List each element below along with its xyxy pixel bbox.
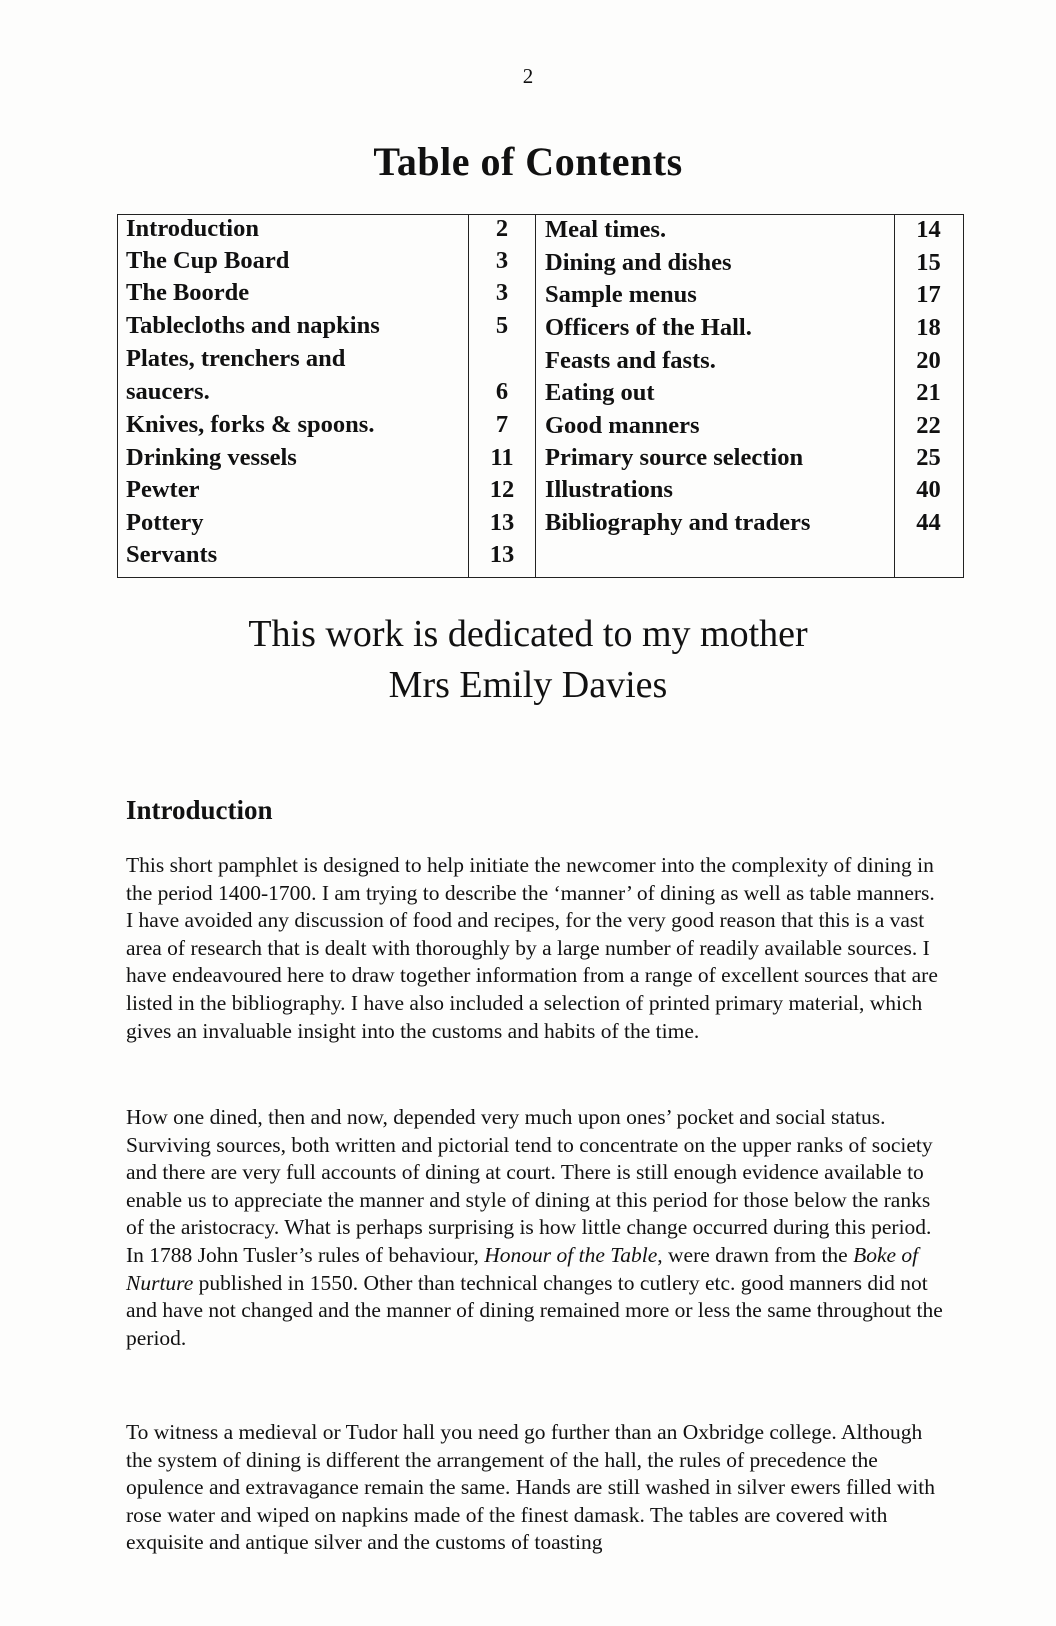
toc-left-label: Plates, trenchers and [126,345,346,372]
toc-right-label: Eating out [545,379,655,406]
paragraph-text: How one dined, then and now, depended very much upon ones’ pocket and social status. Surviving sources, both written and pictorial tend to concentrate on the upper ranks of society and there are very full accounts of dining at court. There is still enough evidence available to enable us to appreciate the manner and style of dining at this period for those below the ranks of the aristocracy. What is perhaps surprising is how little change occurred during this period. In 1788 John Tusler’s rules of behaviour, [126,1105,933,1267]
toc-right-page: 40 [916,476,941,503]
paragraph-text: published in 1550. Other than technical changes to cutlery etc. good manners did not and have not changed and the manner of dining remained more or less the same throughout the period. [126,1270,943,1350]
toc-left-page: 12 [489,476,515,503]
toc-table [117,214,964,578]
toc-left-page: 3 [495,247,509,274]
toc-right-label: Bibliography and traders [545,509,811,536]
toc-left-page: 13 [489,541,515,568]
toc-title: Table of Contents [373,139,683,184]
toc-right-label: Dining and dishes [545,249,732,276]
toc-right-page: 22 [916,412,941,439]
toc-left-label: Pottery [126,509,204,536]
intro-paragraph-3: To witness a medieval or Tudor hall you need go further than an Oxbridge college. Although the system of dining is different the arrangement of the hall, the rules of precedence the opulence and extravagance remain the same. Hands are still washed in silver ewers filled with rose water and wiped on napkins made of the finest damask. The tables are covered with exquisite and antique silver and the customs of toasting [126,1420,935,1555]
toc-right-label: Illustrations [545,476,673,503]
toc-right-page: 21 [916,379,941,406]
toc-right-page: 18 [916,314,941,341]
dedication-line-2: Mrs Emily Davies [388,664,668,706]
toc-left-label: Servants [126,541,218,568]
toc-left-label: Pewter [126,476,200,503]
toc-left-page: 6 [495,378,509,405]
page-number: 2 [522,64,534,88]
toc-left-page: 13 [489,509,515,536]
toc-left-label: The Boorde [126,279,250,306]
toc-right-label: Meal times. [545,216,667,243]
toc-right-page: 17 [916,281,941,308]
toc-right-label: Primary source selection [545,444,804,471]
toc-left-label: Tablecloths and napkins [126,312,380,339]
toc-left-label: Introduction [126,215,259,242]
toc-right-page: 14 [916,216,941,243]
toc-left-label: Drinking vessels [126,444,297,471]
toc-left-label: saucers. [126,378,210,405]
toc-right-label: Officers of the Hall. [545,314,752,341]
toc-left-label: The Cup Board [126,247,290,274]
toc-left-page: 11 [490,444,514,471]
book-title: Boke of Nurture [126,1242,919,1295]
toc-left-label: Knives, forks & spoons. [126,411,375,438]
toc-right-page: 25 [916,444,941,471]
toc-left-page: 2 [495,215,509,242]
section-heading: Introduction [126,795,273,825]
intro-paragraph-1: This short pamphlet is designed to help initiate the newcomer into the complexity of dining in the period 1400-1700. I am trying to describe the ‘manner’ of dining as well as table manners. I have avoided any discussion of food and recipes, for the very good reason that this is a vast area of research that is dealt with thoroughly by a large number of readily available sources. I have endeavoured here to draw together information from a range of excellent sources that are listed in the bibliography. I have also included a selection of printed primary material, which gives an invaluable insight into the customs and habits of the time. [126,853,938,1043]
dedication-line-1: This work is dedicated to my mother [248,613,808,655]
intro-paragraph-2 [126,1104,946,1352]
toc-left-page: 5 [495,312,509,339]
toc-right-page: 44 [916,509,941,536]
toc-left-page: 7 [495,411,509,438]
book-title: Honour of the Table [484,1242,658,1267]
toc-right-page: 20 [916,347,941,374]
toc-right-page: 15 [916,249,941,276]
paragraph-text: , were drawn from the [657,1242,854,1267]
toc-right-label: Sample menus [545,281,697,308]
toc-right-label: Good manners [545,412,700,439]
toc-left-page: 3 [495,279,509,306]
toc-right-label: Feasts and fasts. [545,347,716,374]
